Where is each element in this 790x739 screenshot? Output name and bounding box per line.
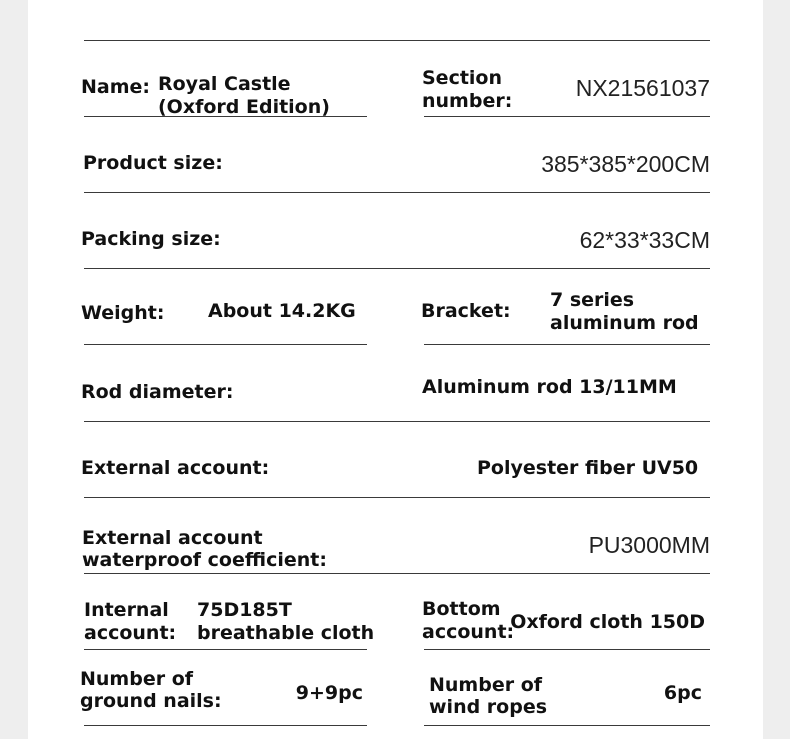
weight-value: About 14.2KG (208, 300, 356, 322)
weight-label: Weight: (81, 302, 165, 324)
section-number-value: NX21561037 (575, 75, 710, 101)
wind-ropes-label-line2: wind ropes (429, 696, 548, 718)
section-number-label-line2: number: (422, 90, 513, 112)
product-size-label: Product size: (83, 152, 223, 174)
internal-account-label-line2: account: (84, 622, 177, 644)
divider-ropes (424, 725, 710, 726)
bracket-value-line1: 7 series (550, 289, 635, 311)
divider-weight (84, 344, 367, 345)
divider-bracket (424, 344, 710, 345)
divider-waterproof (84, 573, 710, 574)
ground-nails-label-line2: ground nails: (80, 690, 222, 712)
divider-top (84, 40, 710, 41)
name-value-line2: (Oxford Edition) (158, 96, 330, 118)
ground-nails-value: 9+9pc (295, 682, 363, 704)
wind-ropes-value: 6pc (663, 682, 702, 704)
waterproof-value: PU3000MM (588, 532, 710, 558)
name-value-line1: Royal Castle (158, 73, 291, 95)
wind-ropes-label-line1: Number of (429, 674, 543, 696)
divider-bottom (424, 649, 710, 650)
divider-product-size (84, 192, 710, 193)
section-number-label-line1: Section (422, 67, 503, 89)
divider-external-account (84, 497, 710, 498)
waterproof-label-line2: waterproof coefficient: (82, 549, 327, 571)
bottom-account-label-line2: account: (422, 621, 515, 643)
bottom-account-label-line1: Bottom (422, 598, 501, 620)
divider-packing-size (84, 268, 710, 269)
packing-size-label: Packing size: (81, 228, 221, 250)
name-label: Name: (81, 76, 151, 98)
waterproof-label-line1: External account (82, 527, 263, 549)
rod-diameter-label: Rod diameter: (81, 381, 234, 403)
divider-internal (84, 649, 367, 650)
divider-nails (84, 725, 367, 726)
bottom-account-value: Oxford cloth 150D (510, 611, 705, 633)
ground-nails-label-line1: Number of (80, 668, 194, 690)
packing-size-value: 62*33*33CM (579, 227, 710, 253)
rod-diameter-value: Aluminum rod 13/11MM (422, 376, 677, 398)
internal-account-value-line2: breathable cloth (197, 622, 375, 644)
bracket-label: Bracket: (421, 300, 511, 322)
external-account-value: Polyester fiber UV50 (477, 457, 699, 479)
divider-section (424, 116, 710, 117)
external-account-label: External account: (81, 457, 270, 479)
internal-account-label-line1: Internal (84, 599, 169, 621)
bracket-value-line2: aluminum rod (550, 312, 699, 334)
divider-rod-diameter (84, 421, 710, 422)
internal-account-value-line1: 75D185T (197, 599, 292, 621)
product-size-value: 385*385*200CM (541, 151, 710, 177)
